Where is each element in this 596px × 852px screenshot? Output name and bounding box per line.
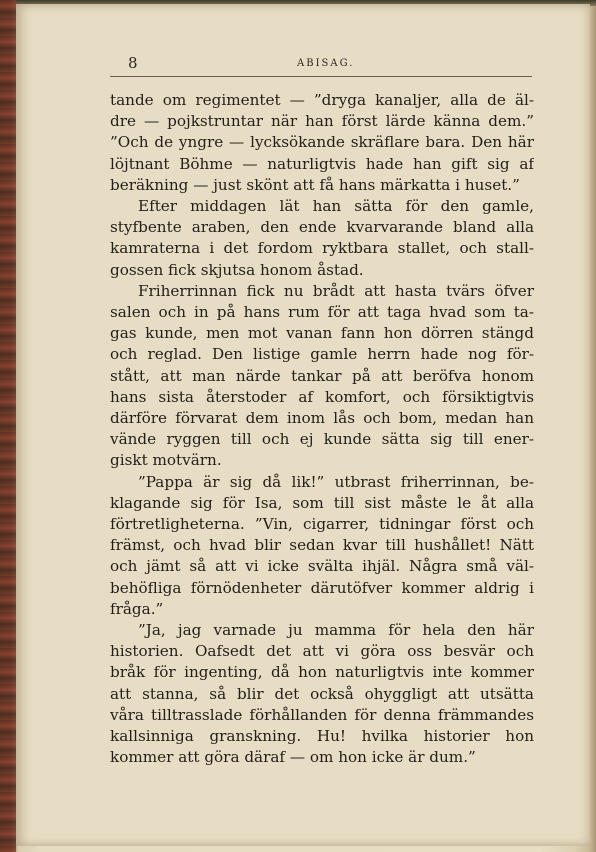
text-line: främst, och hvad blir sedan kvar till hushållet! Nätt xyxy=(110,536,534,555)
text-line: klagande sig för Isa, som till sist måste le åt alla xyxy=(110,493,534,512)
page-number: 8 xyxy=(128,54,138,72)
text-line: historien. Oafsedt det att vi göra oss besvär och xyxy=(110,642,534,661)
book-binding-edge xyxy=(0,0,16,852)
text-line: behöfliga förnödenheter därutöfver kommer aldrig i xyxy=(110,578,534,597)
text-line: Friherrinnan fick nu brådt att hasta tvärs öfver xyxy=(138,281,534,300)
text-line: giskt motvärn. xyxy=(110,451,222,470)
text-line: och jämt så att vi icke svälta ihjäl. Några små väl- xyxy=(110,557,534,576)
text-line: kallsinniga granskning. Hu! hvilka historier hon xyxy=(110,727,534,746)
body-text xyxy=(110,90,534,769)
text-line: och reglad. Den listige gamle herrn hade nog för- xyxy=(110,345,534,364)
running-head: ABISAG. xyxy=(297,58,355,69)
text-line: ”Ja, jag varnade ju mamma för hela den här xyxy=(138,621,534,640)
text-line: gas kunde, men mot vanan fann hon dörren stängd xyxy=(110,324,534,343)
text-line: gossen fick skjutsa honom åstad. xyxy=(110,260,364,279)
text-line: salen och in på hans rum för att taga hvad som ta- xyxy=(110,303,534,322)
text-line: beräkning — just skönt att få hans märkatta i huset.” xyxy=(110,175,520,194)
text-line: våra tilltrasslade förhållanden för denna främmandes xyxy=(110,705,534,724)
text-line: kamraterna i det fordom ryktbara stallet, och stall- xyxy=(110,239,534,258)
text-line: dre — pojkstruntar när han först lärde känna dem.” xyxy=(110,112,534,131)
text-line: att stanna, så blir det också ohyggligt att utsätta xyxy=(110,684,534,703)
text-line: tande om regimentet — ”dryga kanaljer, alla de äl- xyxy=(110,91,534,109)
text-line: hans sista återstoder af komfort, och försiktigtvis xyxy=(110,387,534,406)
text-line: ”Pappa är sig då lik!” utbrast friherrinnan, be- xyxy=(138,472,534,491)
text-line: därföre förvarat dem inom lås och bom, medan han xyxy=(110,409,534,428)
text-line: bråk för ingenting, då hon naturligtvis inte kommer xyxy=(110,663,534,682)
header-rule xyxy=(110,76,532,77)
text-line: stått, att man närde tankar på att beröfva honom xyxy=(110,366,534,385)
text-line: Efter middagen lät han sätta för den gamle, xyxy=(138,197,534,216)
text-line: vände ryggen till och ej kunde sätta sig till ener- xyxy=(110,430,534,449)
text-line: löjtnant Böhme — naturligtvis hade han gift sig af xyxy=(110,154,534,173)
text-line: fråga.” xyxy=(110,599,164,618)
text-line: styfbente araben, den ende kvarvarande bland alla xyxy=(110,218,534,237)
text-line: ”Och de yngre — lycksökande skräflare bara. Den här xyxy=(110,133,534,152)
text-line: kommer att göra däraf — om hon icke är dum.” xyxy=(110,748,476,767)
text-line: förtretligheterna. ”Vin, cigarrer, tidningar först och xyxy=(110,515,534,534)
